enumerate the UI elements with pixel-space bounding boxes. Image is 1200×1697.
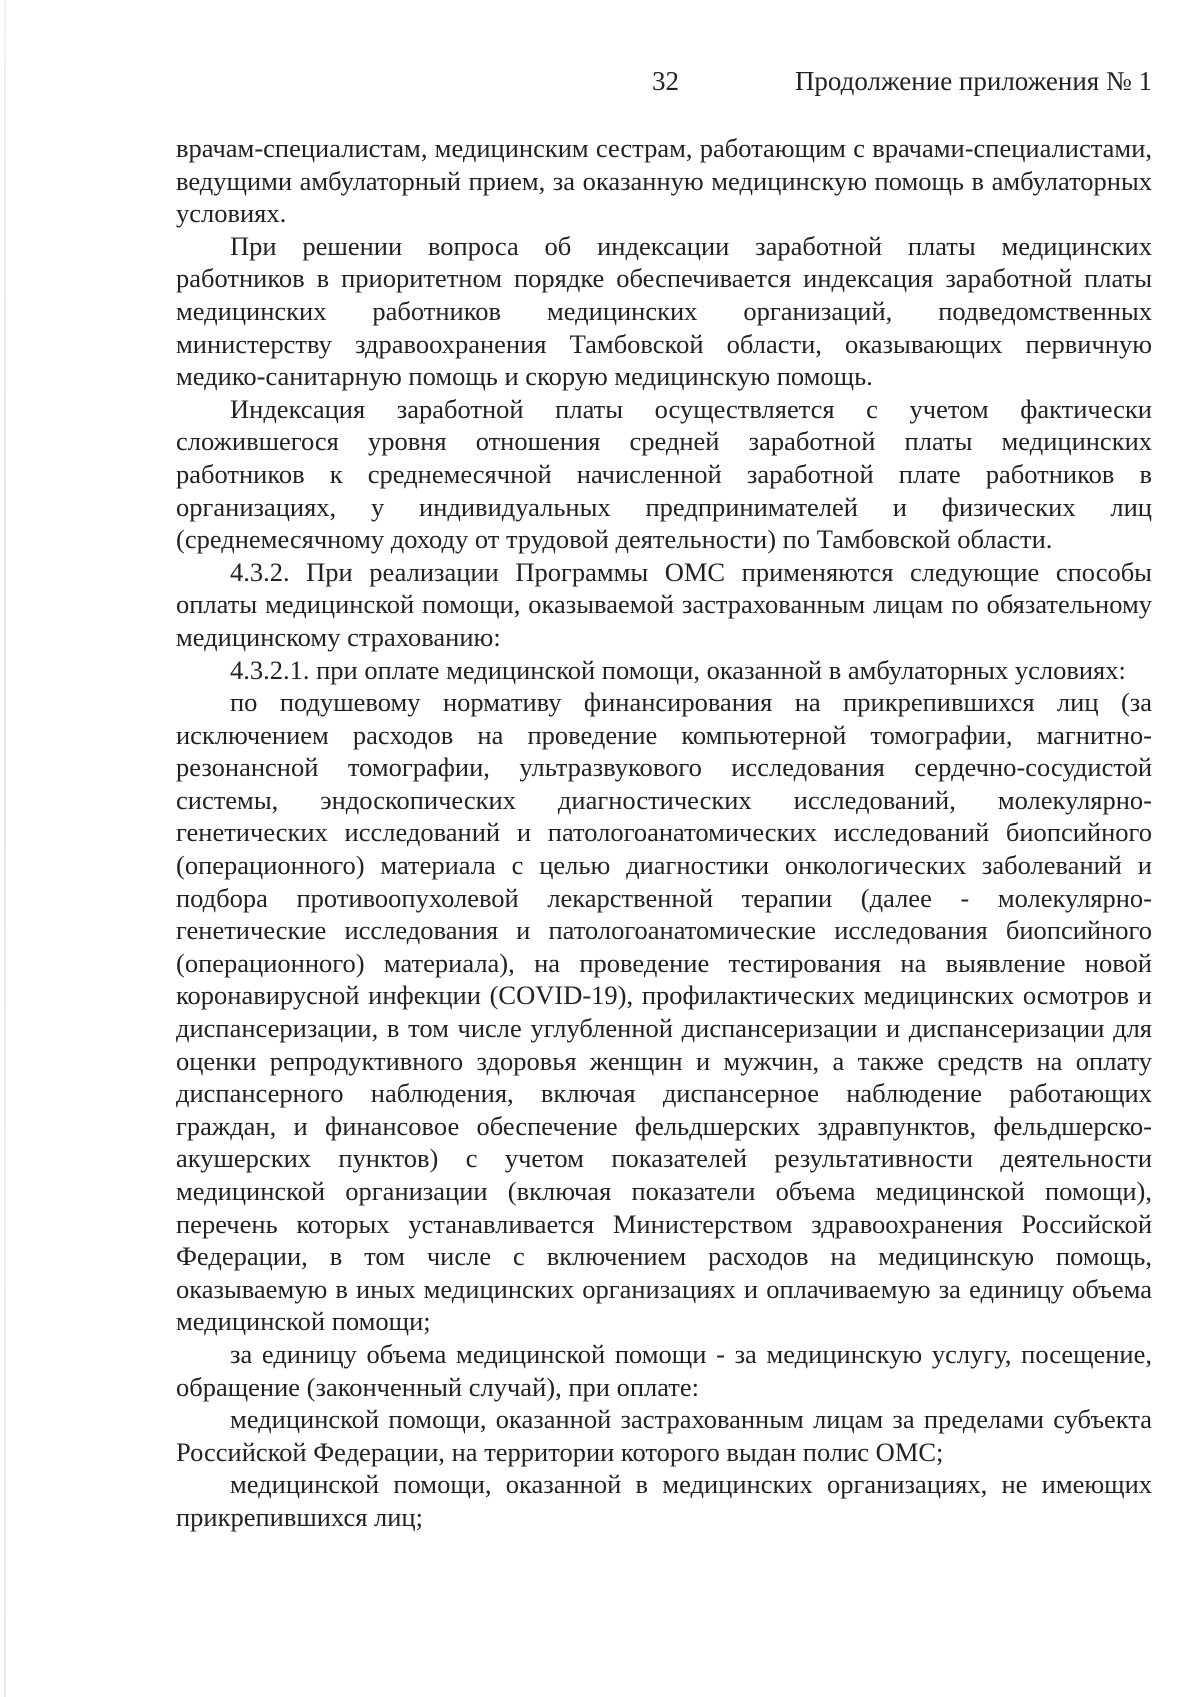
paragraph-continuation: врачам-специалистам, медицинским сестрам, работающим с врачами-специалистами, ведущими амбулаторный прием, за оказанную медицинскую помощь в амбулаторных условиях. — [176, 133, 1152, 229]
paragraph-salary-indexation-priority: При решении вопроса об индексации заработной платы медицинских работников в приоритетном порядке обеспечивается индексация заработной платы медицинских работников медицинских организаций, подведомственных министерству здравоохранения Тамбовской области, оказывающих первичную медико-санитарную помощь и скорую медицинскую помощь. — [176, 230, 1152, 392]
paragraph-out-of-region-care: медицинской помощи, оказанной застрахованным лицам за пределами субъекта Российской Федерации, на территории которого выдан полис ОМС; — [176, 1404, 1152, 1467]
paragraph-section-4-3-2-1: 4.3.2.1. при оплате медицинской помощи, оказанной в амбулаторных условиях: — [230, 654, 1126, 685]
scan-edge-shadow — [4, 0, 6, 1697]
paragraph-per-capita-financing: по подушевому нормативу финансирования на прикрепившихся лиц (за исключением расходов на проведение компьютерной томографии, магнитно-резонансной томографии, ультразвукового исследования сердечно-сосудистой системы, эндоскопических диагностических исследований, молекулярно-генетических исследований и патологоанатомических исследований биопсийного (операционного) материала с целью диагностики онкологических заболеваний и подбора противоопухолевой лекарственной терапии (далее - молекулярно-генетические исследования и патологоанатомические исследования биопсийного (операционного) материала), на проведение тестирования на выявление новой коронавирусной инфекции (COVID-19), профилактических медицинских осмотров и диспансеризации, в том числе углубленной диспансеризации и диспансеризации для оценки репродуктивного здоровья женщин и мужчин, а также средств на оплату диспансерного наблюдения, включая диспансерное наблюдение работающих граждан, и финансовое обеспечение фельдшерских здравпунктов, фельдшерско-акушерских пунктов) с учетом показателей результативности деятельности медицинской организации (включая показатели объема медицинской помощи), перечень которых устанавливается Министерством здравоохранения Российской Федерации, в том числе с включением расходов на медицинскую помощь, оказываемую в иных медицинских организациях и оплачиваемую за единицу объема медицинской помощи; — [176, 687, 1152, 1337]
paragraph-salary-indexation-level: Индексация заработной платы осуществляется с учетом фактически сложившегося уровня отношения средней заработной платы медицинских работников к среднемесячной начисленной заработной плате работников в организациях, у индивидуальных предпринимателей и физических лиц (среднемесячному доходу от трудовой деятельности) по Тамбовской области. — [176, 393, 1152, 555]
paragraph-section-4-3-2: 4.3.2. При реализации Программы ОМС применяются следующие способы оплаты медицинской помощи, оказываемой застрахованным лицам по обязательному медицинскому страхованию: — [176, 556, 1152, 652]
page-number: 32 — [652, 66, 679, 96]
paragraph-no-attached-persons: медицинской помощи, оказанной в медицинских организациях, не имеющих прикрепившихся лиц; — [176, 1469, 1152, 1532]
paragraph-unit-volume-payment: за единицу объема медицинской помощи - за медицинскую услугу, посещение, обращение (законченный случай), при оплате: — [176, 1338, 1152, 1402]
appendix-continuation-title: Продолжение приложения № 1 — [794, 66, 1152, 96]
page-header — [0, 66, 1200, 106]
document-body — [176, 132, 1152, 1534]
